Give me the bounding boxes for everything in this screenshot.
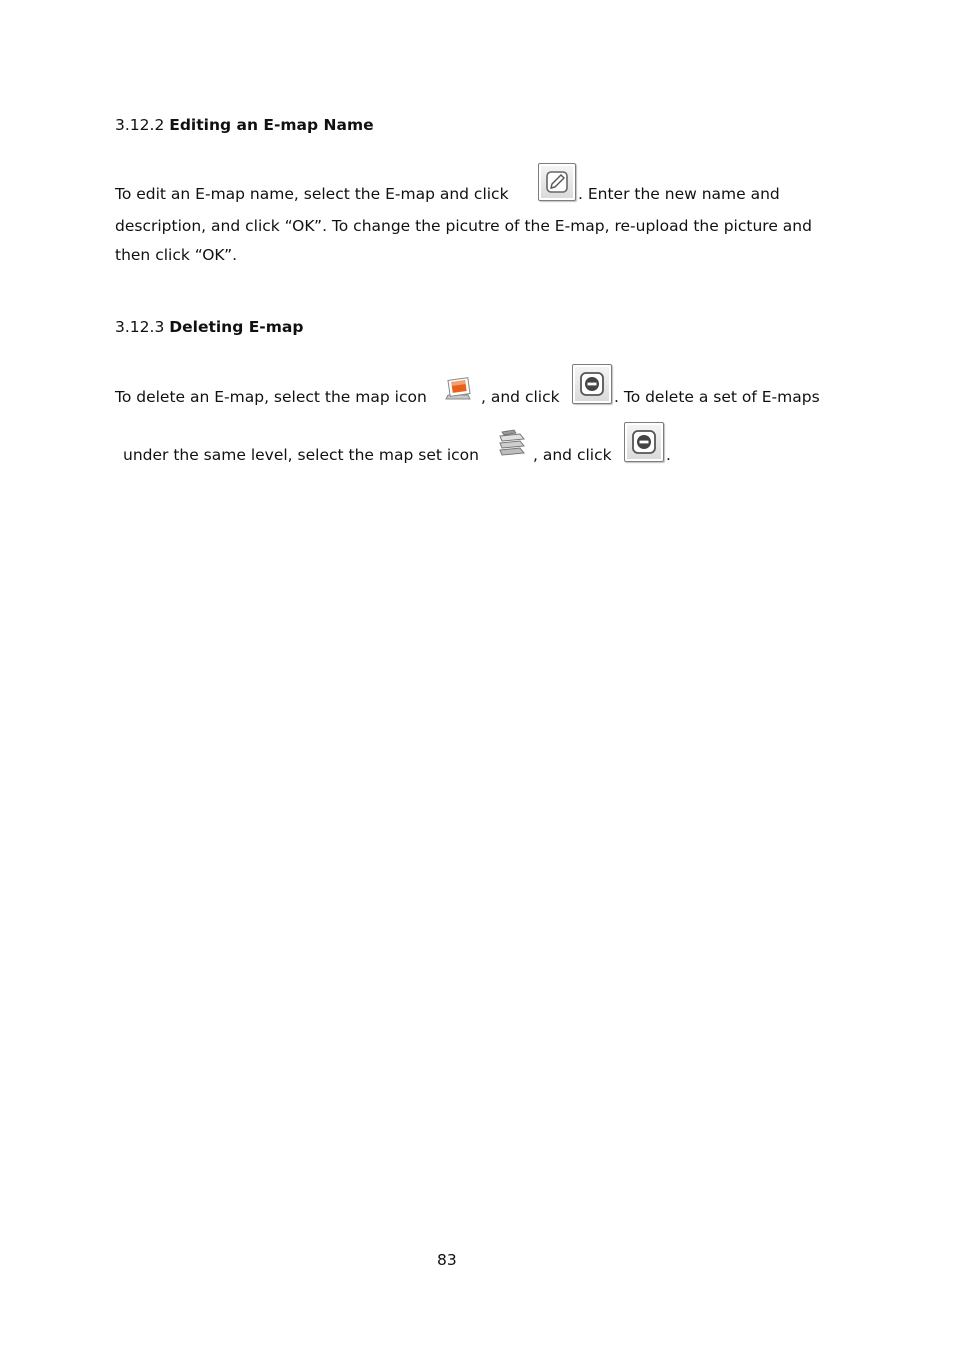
edit-button	[538, 163, 576, 201]
section-title: Editing an E-map Name	[169, 116, 374, 134]
section-number: 3.12.2	[115, 116, 165, 134]
para-line: .	[666, 446, 671, 464]
delete-button	[624, 422, 664, 462]
section-heading-editing	[115, 116, 374, 134]
delete-icon	[573, 365, 611, 403]
para-line: To delete an E-map, select the map icon	[115, 388, 427, 406]
delete-button	[572, 364, 612, 404]
section-title: Deleting E-map	[169, 318, 304, 336]
para-line: , and click	[533, 446, 612, 464]
para-line: description, and click “OK”. To change the picutre of the E-map, re-upload the picture and	[115, 217, 812, 235]
section-heading-deleting	[115, 318, 303, 336]
para-line: . To delete a set of E-maps	[614, 388, 820, 406]
para-line: , and click	[481, 388, 560, 406]
para-line: To edit an E-map name, select the E-map and click	[115, 185, 509, 203]
edit-icon	[539, 164, 575, 200]
para-line: . Enter the new name and	[578, 185, 780, 203]
para-line: under the same level, select the map set icon	[123, 446, 479, 464]
para-line: then click “OK”.	[115, 246, 238, 264]
page-number: 83	[437, 1251, 457, 1269]
section-number: 3.12.3	[115, 318, 165, 336]
map-icon	[442, 375, 474, 403]
delete-icon	[625, 423, 663, 461]
map-set-icon	[496, 428, 528, 458]
